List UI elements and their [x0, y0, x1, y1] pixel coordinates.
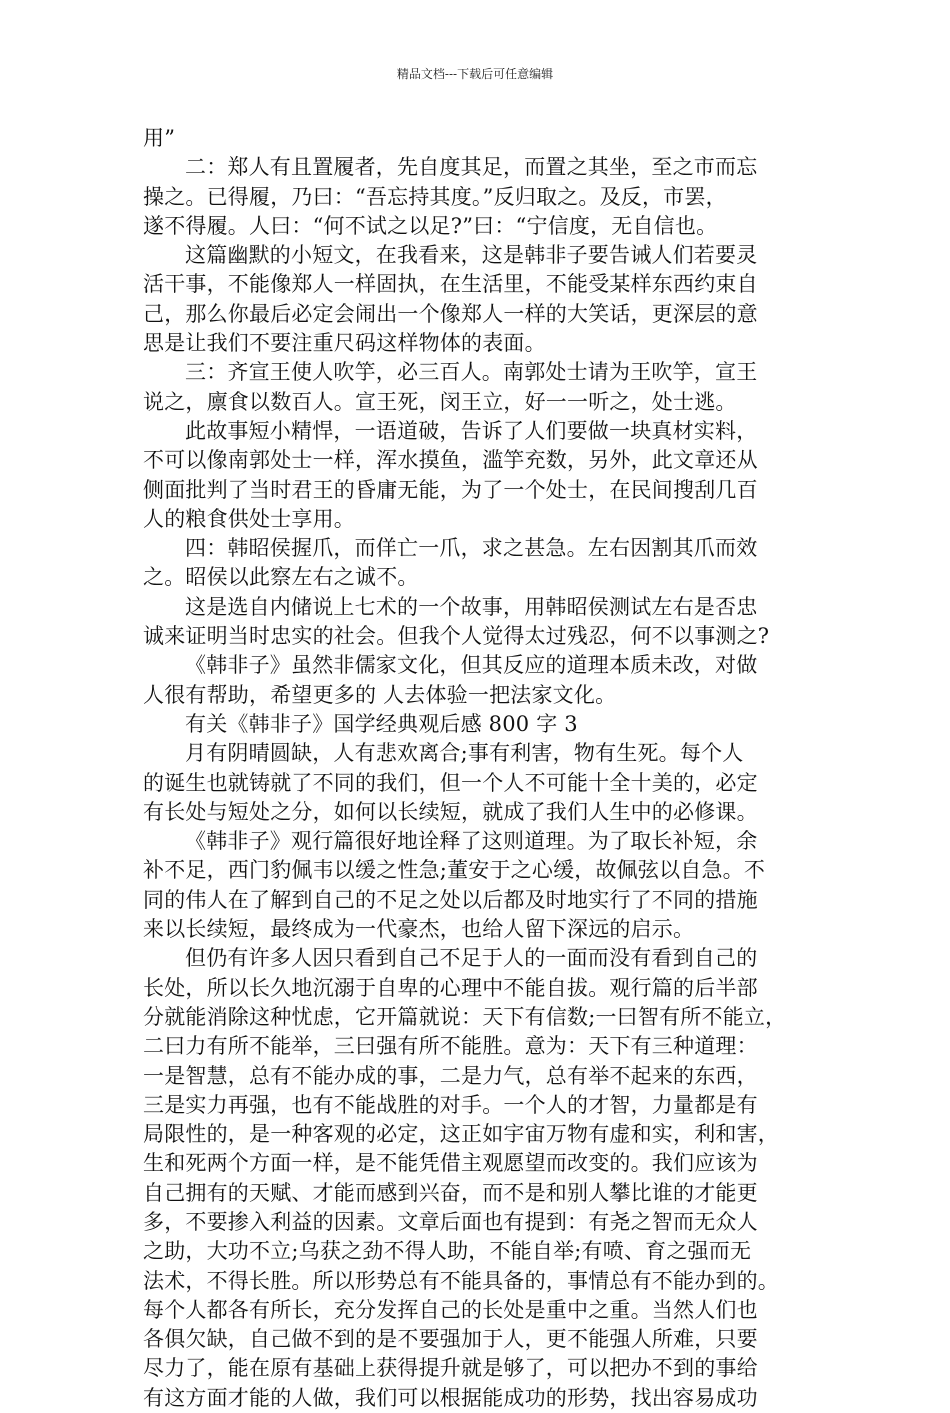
text-line: 长处，所以长久地沉溺于自卑的心理中不能自拔。观行篇的后半部	[143, 975, 758, 1000]
text-line: 人很有帮助，希望更多的 人去体验一把法家文化。	[143, 682, 617, 707]
text-line: 二：郑人有且置履者，先自度其足，而置之其坐，至之市而忘	[185, 155, 758, 180]
text-line: 操之。已得履，乃曰：“吾忘持其度。”反归取之。及反，市罢，	[143, 184, 727, 209]
text-line: 不可以像南郭处士一样，浑水摸鱼，滥竽充数，另外，此文章还从	[143, 448, 758, 473]
text-line: 《韩非子》虽然非儒家文化，但其反应的道理本质未改，对做	[185, 653, 758, 678]
text-line: 各俱欠缺，自己做不到的是不要强加于人，更不能强人所难，只要	[143, 1327, 758, 1352]
text-line: 思是让我们不要注重尺码这样物体的表面。	[143, 331, 546, 356]
text-line: 《韩非子》观行篇很好地诠释了这则道理。为了取长补短，余	[185, 829, 758, 854]
text-line: 分就能消除这种忧虑，它开篇就说：天下有信数;一曰智有所不能立，	[143, 1004, 787, 1029]
text-line: 有这方面才能的人做，我们可以根据能成功的形势，找出容易成功	[143, 1385, 758, 1410]
text-line: 多，不要掺入利益的因素。文章后面也有提到：有尧之智而无众人	[143, 1209, 758, 1234]
text-line: 之助，大功不立;乌获之劲不得人助，不能自举;有喷、育之强而无	[143, 1239, 752, 1264]
text-line: 来以长续短，最终成为一代豪杰，也给人留下深远的启示。	[143, 917, 695, 942]
text-line: 自己拥有的天赋、才能而感到兴奋，而不是和别人攀比谁的才能更	[143, 1180, 758, 1205]
text-line: 生和死两个方面一样，是不能凭借主观愿望而改变的。我们应该为	[143, 1151, 758, 1176]
document-body	[143, 124, 807, 1413]
text-line: 四：韩昭侯握爪，而佯亡一爪，求之甚急。左右因割其爪而效	[185, 536, 758, 561]
text-line: 诚来证明当时忠实的社会。但我个人觉得太过残忍，何不以事测之?	[143, 624, 770, 649]
text-line: 补不足，西门豹佩韦以缓之性急;董安于之心缓，故佩弦以自急。不	[143, 858, 766, 883]
text-line: 有长处与短处之分，如何以长续短，就成了我们人生中的必修课。	[143, 799, 758, 824]
text-line: 月有阴晴圆缺，人有悲欢离合;事有利害，物有生死。每个人	[185, 741, 744, 766]
text-line: 遂不得履。人曰：“何不试之以足?”曰：“宁信度，无自信也。	[143, 213, 718, 238]
text-line: 这是选自内储说上七术的一个故事，用韩昭侯测试左右是否忠	[185, 594, 758, 619]
text-line: 一是智慧，总有不能办成的事，二是力气，总有举不起来的东西，	[143, 1063, 758, 1088]
text-line: 尽力了，能在原有基础上获得提升就是够了，可以把办不到的事给	[143, 1356, 758, 1381]
text-line: 活干事，不能像郑人一样固执，在生活里，不能受某样东西约束自	[143, 272, 758, 297]
text-line: 二曰力有所不能举，三曰强有所不能胜。意为：天下有三种道理：	[143, 1034, 758, 1059]
text-line: 同的伟人在了解到自己的不足之处以后都及时地实行了不同的措施	[143, 887, 758, 912]
text-line: 每个人都各有所长，充分发挥自己的长处是重中之重。当然人们也	[143, 1297, 758, 1322]
text-line: 三是实力再强，也有不能战胜的对手。一个人的才智，力量都是有	[143, 1092, 758, 1117]
text-line: 用”	[143, 126, 176, 150]
text-line: 说之，廪食以数百人。宣王死，闵王立，好一一听之，处士逃。	[143, 389, 737, 414]
text-line: 侧面批判了当时君王的昏庸无能，为了一个处士，在民间搜刮几百	[143, 477, 758, 502]
text-line: 人的粮食供处士享用。	[143, 506, 355, 531]
text-line: 局限性的，是一种客观的必定，这正如宇宙万物有虚和实，利和害，	[143, 1122, 779, 1147]
text-line: 之。昭侯以此察左右之诚不。	[143, 565, 419, 590]
text-line: 己，那么你最后必定会闹出一个像郑人一样的大笑话，更深层的意	[143, 301, 758, 326]
page-header: 精品文档---下载后可任意编辑	[396, 67, 554, 81]
text-line: 三：齐宣王使人吹竽，必三百人。南郭处士请为王吹竽，宣王	[185, 360, 758, 385]
text-line: 有关《韩非子》国学经典观后感 800 字 3	[185, 711, 578, 736]
text-line: 的诞生也就铸就了不同的我们，但一个人不可能十全十美的，必定	[143, 770, 758, 795]
text-line: 这篇幽默的小短文，在我看来，这是韩非子要告诫人们若要灵	[185, 243, 758, 268]
text-line: 但仍有许多人因只看到自己不足于人的一面而没有看到自己的	[185, 946, 758, 971]
text-line: 此故事短小精悍，一语道破，告诉了人们要做一块真材实料，	[185, 418, 758, 443]
text-line: 法术，不得长胜。所以形势总有不能具备的，事情总有不能办到的。	[143, 1268, 779, 1293]
